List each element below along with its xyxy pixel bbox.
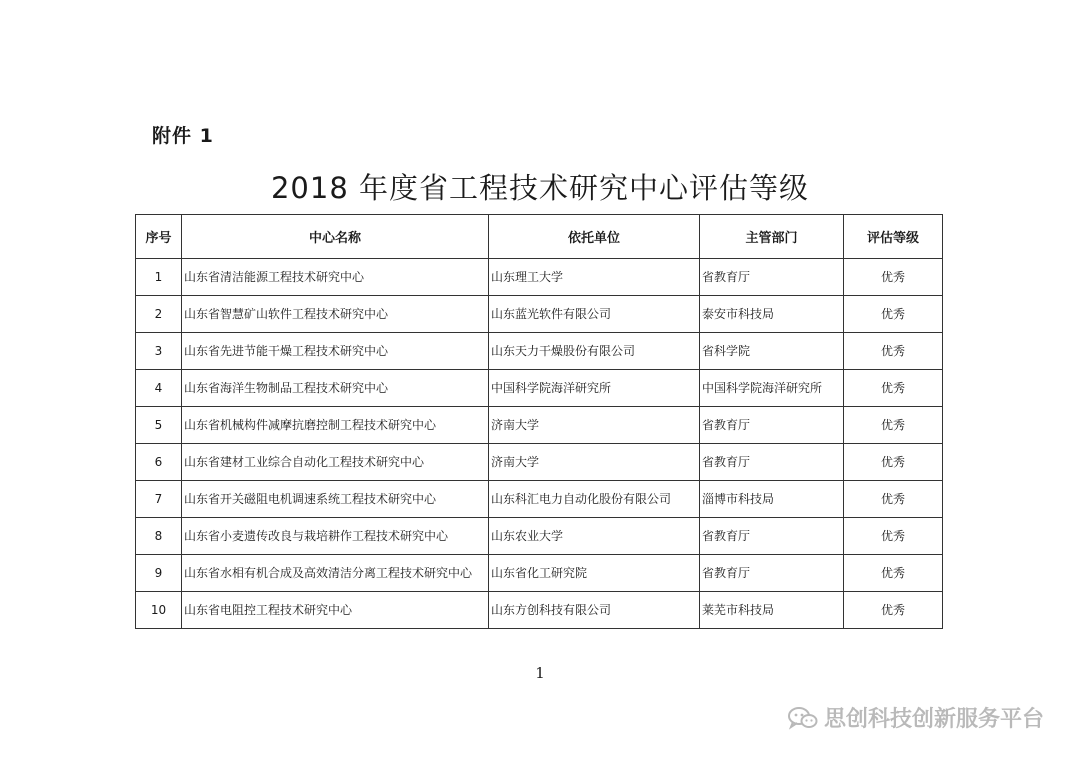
header-grade: 评估等级	[844, 215, 943, 259]
table-row	[136, 481, 943, 518]
cell-host-unit: 济南大学	[489, 407, 700, 444]
cell-department: 省教育厅	[700, 259, 844, 296]
cell-center-name: 山东省建材工业综合自动化工程技术研究中心	[182, 444, 489, 481]
cell-department: 省教育厅	[700, 518, 844, 555]
cell-host-unit: 山东省化工研究院	[489, 555, 700, 592]
cell-grade: 优秀	[844, 370, 943, 407]
header-host-unit: 依托单位	[489, 215, 700, 259]
watermark-text: 思创科技创新服务平台	[823, 707, 1044, 732]
cell-center-name: 山东省机械构件减摩抗磨控制工程技术研究中心	[182, 407, 489, 444]
header-department: 主管部门	[700, 215, 844, 259]
cell-host-unit: 中国科学院海洋研究所	[489, 370, 700, 407]
cell-host-unit: 山东农业大学	[489, 518, 700, 555]
cell-index: 7	[136, 481, 182, 518]
cell-department: 省教育厅	[700, 444, 844, 481]
cell-host-unit: 山东蓝光软件有限公司	[489, 296, 700, 333]
header-index: 序号	[136, 215, 182, 259]
table-header-row	[136, 215, 943, 259]
cell-grade: 优秀	[844, 518, 943, 555]
cell-index: 2	[136, 296, 182, 333]
cell-grade: 优秀	[844, 259, 943, 296]
cell-host-unit: 山东理工大学	[489, 259, 700, 296]
table-row	[136, 333, 943, 370]
cell-index: 5	[136, 407, 182, 444]
watermark	[788, 702, 1044, 733]
table-row	[136, 592, 943, 629]
table-row	[136, 370, 943, 407]
cell-index: 6	[136, 444, 182, 481]
table-row	[136, 259, 943, 296]
cell-grade: 优秀	[844, 444, 943, 481]
cell-host-unit: 山东方创科技有限公司	[489, 592, 700, 629]
cell-grade: 优秀	[844, 296, 943, 333]
header-center-name: 中心名称	[182, 215, 489, 259]
table-row	[136, 444, 943, 481]
cell-center-name: 山东省小麦遗传改良与栽培耕作工程技术研究中心	[182, 518, 489, 555]
document-title: 2018 年度省工程技术研究中心评估等级	[270, 171, 810, 205]
cell-center-name: 山东省海洋生物制品工程技术研究中心	[182, 370, 489, 407]
wechat-icon	[788, 706, 818, 730]
cell-center-name: 山东省智慧矿山软件工程技术研究中心	[182, 296, 489, 333]
cell-department: 省教育厅	[700, 555, 844, 592]
table-row	[136, 518, 943, 555]
cell-index: 10	[136, 592, 182, 629]
page-number: 1	[535, 664, 545, 682]
cell-grade: 优秀	[844, 407, 943, 444]
cell-department: 莱芜市科技局	[700, 592, 844, 629]
cell-department: 省教育厅	[700, 407, 844, 444]
cell-center-name: 山东省水相有机合成及高效清洁分离工程技术研究中心	[182, 555, 489, 592]
cell-grade: 优秀	[844, 333, 943, 370]
cell-host-unit: 济南大学	[489, 444, 700, 481]
table-row	[136, 407, 943, 444]
cell-host-unit: 山东天力干燥股份有限公司	[489, 333, 700, 370]
cell-index: 3	[136, 333, 182, 370]
cell-index: 9	[136, 555, 182, 592]
cell-index: 8	[136, 518, 182, 555]
cell-center-name: 山东省先进节能干燥工程技术研究中心	[182, 333, 489, 370]
evaluation-table	[135, 214, 943, 629]
evaluation-table-container	[135, 214, 942, 629]
cell-center-name: 山东省电阻控工程技术研究中心	[182, 592, 489, 629]
cell-grade: 优秀	[844, 592, 943, 629]
cell-department: 泰安市科技局	[700, 296, 844, 333]
cell-index: 1	[136, 259, 182, 296]
cell-center-name: 山东省清洁能源工程技术研究中心	[182, 259, 489, 296]
cell-center-name: 山东省开关磁阻电机调速系统工程技术研究中心	[182, 481, 489, 518]
cell-grade: 优秀	[844, 555, 943, 592]
table-row	[136, 296, 943, 333]
attachment-label: 附件 1	[152, 125, 214, 147]
cell-department: 淄博市科技局	[700, 481, 844, 518]
cell-grade: 优秀	[844, 481, 943, 518]
cell-host-unit: 山东科汇电力自动化股份有限公司	[489, 481, 700, 518]
table-row	[136, 555, 943, 592]
cell-index: 4	[136, 370, 182, 407]
cell-department: 省科学院	[700, 333, 844, 370]
cell-department: 中国科学院海洋研究所	[700, 370, 844, 407]
